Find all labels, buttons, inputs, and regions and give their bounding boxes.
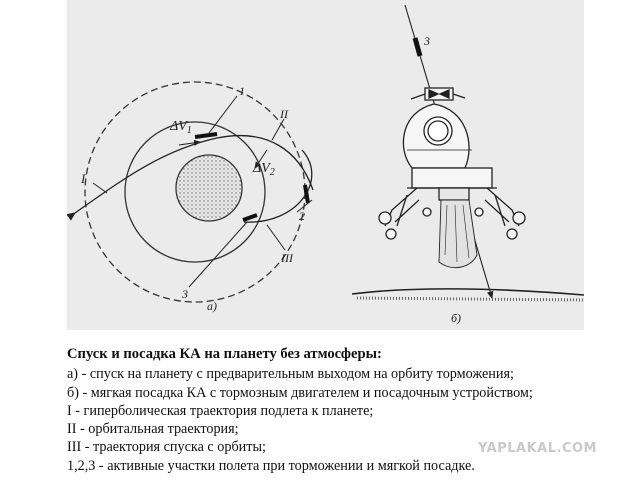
lander-platform (412, 168, 492, 188)
antenna-left (411, 94, 425, 99)
foot-center-right (475, 208, 483, 216)
foot-right-top (513, 212, 525, 224)
active-segment-3-b (415, 38, 420, 56)
label-3-b: 3 (424, 34, 430, 48)
leader-I (93, 183, 107, 193)
label-delta-v2: $\Delta V_2$ (253, 161, 275, 178)
caption-line: III - траектория спуска с орбиты; (67, 439, 266, 456)
caption-title: Спуск и посадка КА на планету без атмосферы: (67, 346, 382, 362)
engine-block (439, 188, 469, 200)
exhaust-plume (439, 200, 477, 268)
planet-surface (352, 289, 584, 295)
caption-line: 1,2,3 - активные участки полета при торможении и мягкой посадке. (67, 457, 475, 474)
caption-line: I - гиперболическая траектория подлета к планете; (67, 402, 374, 419)
antenna-right (453, 94, 465, 98)
caption-line: II - орбитальная траектория; (67, 421, 239, 438)
label-delta-v1: $\Delta V_1$ (170, 119, 192, 136)
figure (67, 0, 584, 330)
foot-left-top (379, 212, 391, 224)
panel-label-b: б) (451, 311, 462, 325)
label-II: II (280, 107, 288, 121)
foot-center-left (423, 208, 431, 216)
caption-line: а) - спуск на планету с предварительным выходом на орбиту торможения; (67, 366, 514, 383)
caption-line: б) - мягкая посадка КА с тормозным двигателем и посадочным устройством; (67, 384, 533, 401)
foot-left (386, 229, 396, 239)
surface-texture (357, 298, 584, 300)
watermark: YAPLAKAL.COM (478, 441, 597, 456)
panel-label-a: а) (207, 299, 217, 313)
label-2: 2 (299, 209, 305, 223)
active-segment-1 (195, 134, 217, 137)
active-segment-2 (243, 215, 257, 220)
planet (176, 155, 242, 221)
label-III: III (281, 251, 293, 265)
leader-III (267, 225, 285, 250)
diagram-a (75, 82, 313, 313)
foot-right (507, 229, 517, 239)
label-1: 1 (239, 84, 245, 98)
diagram-b (352, 5, 584, 325)
label-3-a: 3 (182, 287, 188, 301)
active-segment-3 (305, 185, 308, 203)
leader-II (272, 119, 284, 140)
figure-drawing (67, 0, 584, 330)
label-I: I (81, 171, 86, 186)
leader-3 (189, 222, 247, 287)
